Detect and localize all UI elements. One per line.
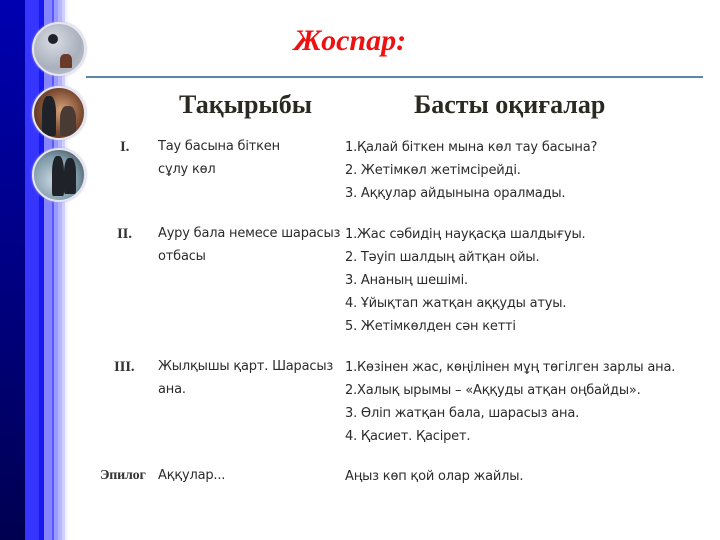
event-item: 3. Ананың шешімі. bbox=[345, 273, 468, 288]
section-events-list bbox=[345, 136, 597, 205]
event-item: 3. Аққулар айдынына оралмады. bbox=[345, 186, 566, 201]
event-item: Аңыз көп қой олар жайлы. bbox=[345, 469, 524, 484]
section-topic-line: Аққулар... bbox=[158, 468, 226, 483]
section-numeral: II. bbox=[117, 226, 132, 242]
event-item: 1.Жас сәбидің науқасқа шалдығуы. bbox=[345, 227, 586, 242]
column-header-topic: Тақырыбы bbox=[179, 90, 313, 119]
section-events-list bbox=[345, 465, 523, 488]
event-item: 2. Тәуіп шалдың айтқан ойы. bbox=[345, 250, 540, 265]
figure-shape bbox=[60, 106, 76, 136]
decorative-photo-circle-3 bbox=[32, 148, 86, 202]
section-topic-line: Жылқышы қарт. Шарасыз bbox=[158, 359, 334, 374]
figure-shape bbox=[64, 158, 76, 194]
stripe bbox=[25, 0, 39, 540]
event-item: 2.Халық ырымы – «Аққуды атқан оңбайды». bbox=[345, 383, 641, 398]
section-numeral: I. bbox=[120, 139, 130, 155]
event-item: 4. Ұйықтап жатқан аққуды атуы. bbox=[345, 296, 567, 311]
event-item: 2. Жетімкөл жетімсірейді. bbox=[345, 163, 521, 178]
event-item: 1.Көзінен жас, көңілінен мұң төгілген зарлы ана. bbox=[345, 360, 676, 375]
section-topic-line: Ауру бала немесе шарасыз bbox=[158, 226, 341, 241]
decorative-photo-circle-2 bbox=[32, 86, 86, 140]
section-topic-line: сұлу көл bbox=[158, 162, 216, 177]
column-header-events: Басты оқиғалар bbox=[414, 90, 606, 119]
event-item: 3. Өліп жатқан бала, шарасыз ана. bbox=[345, 406, 580, 421]
page-title-text: Жоспар: bbox=[293, 24, 407, 57]
event-item: 4. Қасиет. Қасірет. bbox=[345, 429, 471, 444]
event-item: 1.Қалай біткен мына көл тау басына? bbox=[345, 140, 598, 155]
stripe bbox=[65, 0, 70, 540]
stripe bbox=[0, 0, 25, 540]
decorative-side-stripes bbox=[0, 0, 70, 540]
section-topic-line: Тау басына біткен bbox=[158, 139, 280, 154]
figure-shape bbox=[42, 96, 56, 136]
section-events-list bbox=[345, 223, 585, 338]
stripe bbox=[44, 0, 52, 540]
figure-shape bbox=[52, 156, 64, 196]
section-numeral-epilogue: Эпилог bbox=[100, 468, 146, 483]
section-topic-line: ана. bbox=[158, 382, 186, 397]
event-item: 5. Жетімкөлден сән кетті bbox=[345, 319, 516, 334]
section-topic-line: отбасы bbox=[158, 249, 206, 264]
page-title bbox=[0, 24, 700, 58]
section-numeral: III. bbox=[114, 359, 135, 375]
section-events-list bbox=[345, 356, 675, 448]
title-divider bbox=[86, 76, 703, 78]
